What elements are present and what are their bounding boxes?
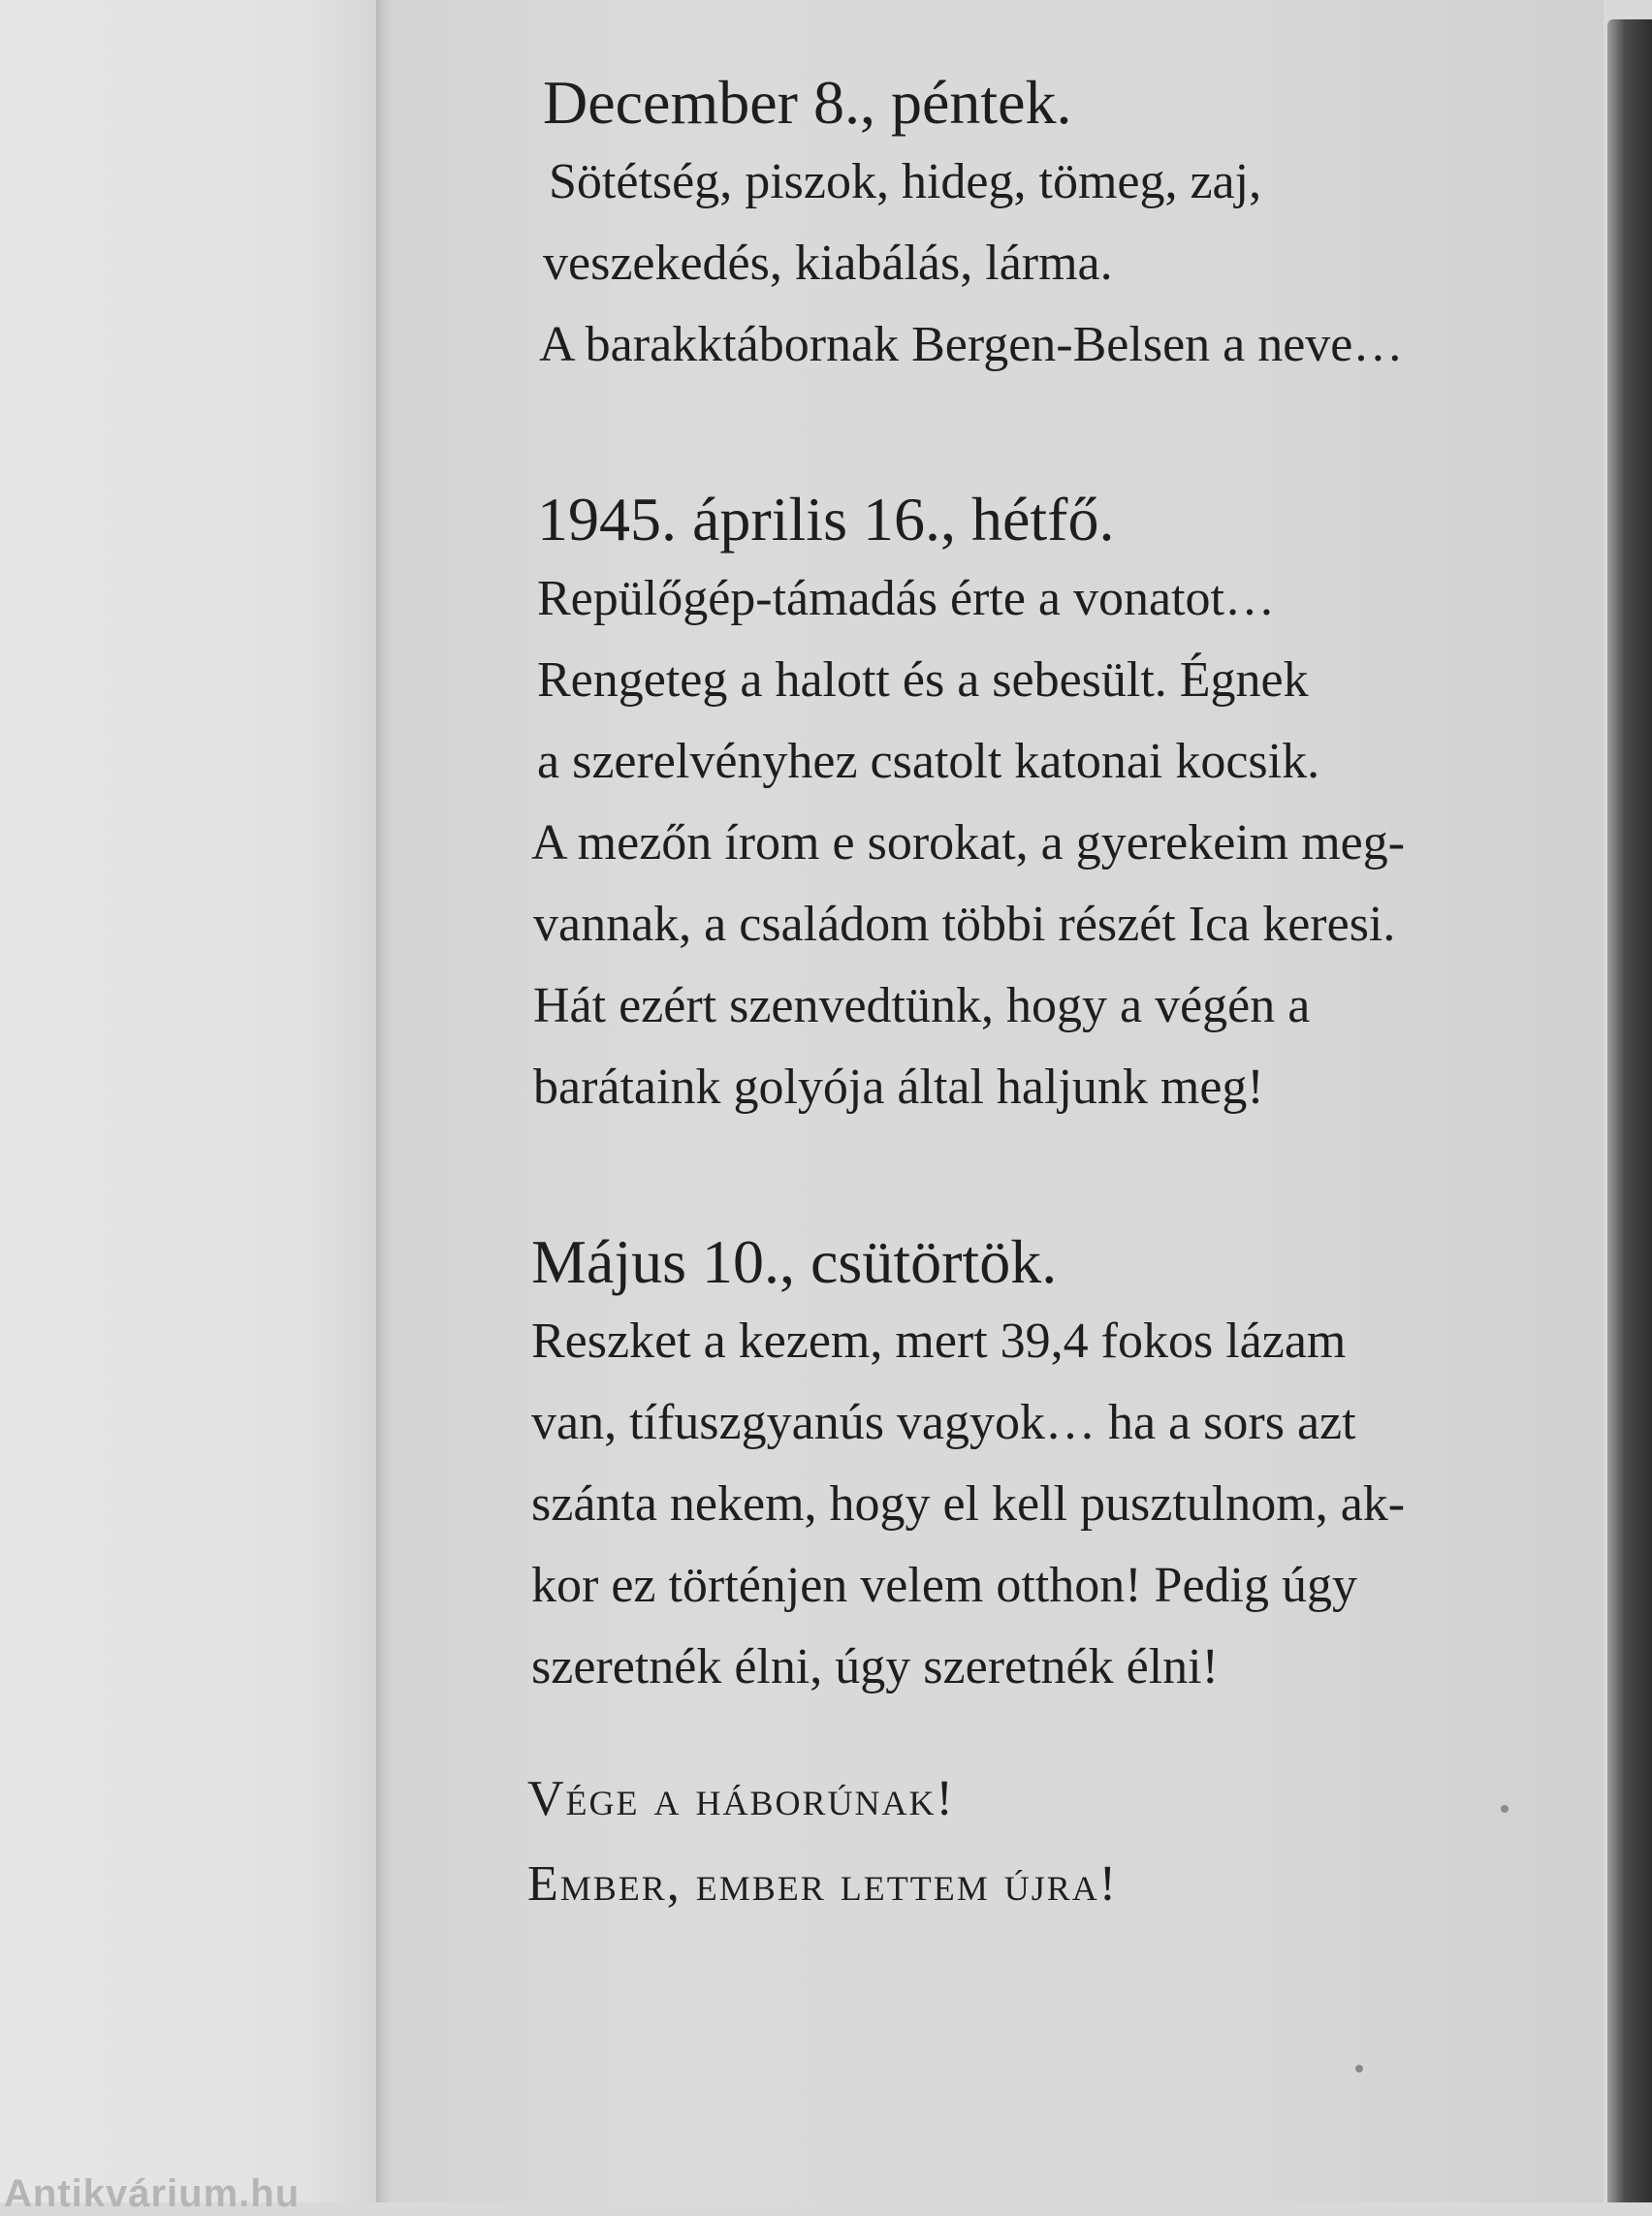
entry-1-line-3: A barakktábornak Bergen-Belsen a neve…	[539, 317, 1404, 372]
right-text-page	[392, 0, 1604, 2202]
entry-3-line-3: szánta nekem, hogy el kell pusztulnom, ak-	[531, 1476, 1406, 1532]
diary-entry-3	[531, 1223, 1646, 1708]
book-cover-edge	[1607, 19, 1652, 2202]
closing-section	[527, 1757, 1642, 1927]
entry-2-line-5: vannak, a családom többi részét Ica keresi.	[533, 897, 1396, 952]
diary-entry-1	[539, 64, 1652, 386]
diary-entry-2	[531, 481, 1652, 1128]
entry-2-line-2: Rengeteg a halott és a sebesült. Égnek	[537, 652, 1309, 708]
paper-speck	[1355, 2065, 1363, 2073]
entry-3-line-2: van, tífuszgyanús vagyok… ha a sors azt	[531, 1395, 1356, 1450]
watermark-text: Antikvárium.hu	[4, 2172, 301, 2215]
entry-2-line-7: barátaink golyója által haljunk meg!	[533, 1060, 1264, 1115]
entry-2-line-3: a szerelvényhez csatolt katonai kocsik.	[537, 734, 1320, 789]
entry-3-line-5: szeretnék élni, úgy szeretnék élni!	[531, 1639, 1219, 1694]
closing-line-2: Ember, ember lettem újra!	[527, 1856, 1119, 1912]
entry-2-line-1: Repülőgép-támadás érte a vonatot…	[537, 571, 1275, 626]
entry-1-line-1: Sötétség, piszok, hideg, tömeg, zaj,	[549, 154, 1262, 209]
left-blank-page	[0, 0, 376, 2202]
entry-heading-3: Május 10., csütörtök.	[531, 1227, 1058, 1296]
book-gutter	[376, 0, 392, 2202]
entry-2-line-6: Hát ezért szenvedtünk, hogy a végén a	[533, 978, 1311, 1033]
entry-1-line-2: veszekedés, kiabálás, lárma.	[543, 236, 1113, 291]
closing-line-1: Vége a háborúnak!	[527, 1771, 955, 1826]
entry-heading-2: 1945. április 16., hétfő.	[537, 485, 1115, 554]
entry-3-line-1: Reszket a kezem, mert 39,4 fokos lázam	[531, 1314, 1347, 1369]
entry-heading-1: December 8., péntek.	[543, 68, 1072, 137]
entry-2-line-4: A mezőn írom e sorokat, a gyerekeim meg-	[531, 815, 1406, 871]
paper-speck	[1501, 1805, 1509, 1813]
entry-3-line-4: kor ez történjen velem otthon! Pedig úgy	[531, 1558, 1358, 1613]
